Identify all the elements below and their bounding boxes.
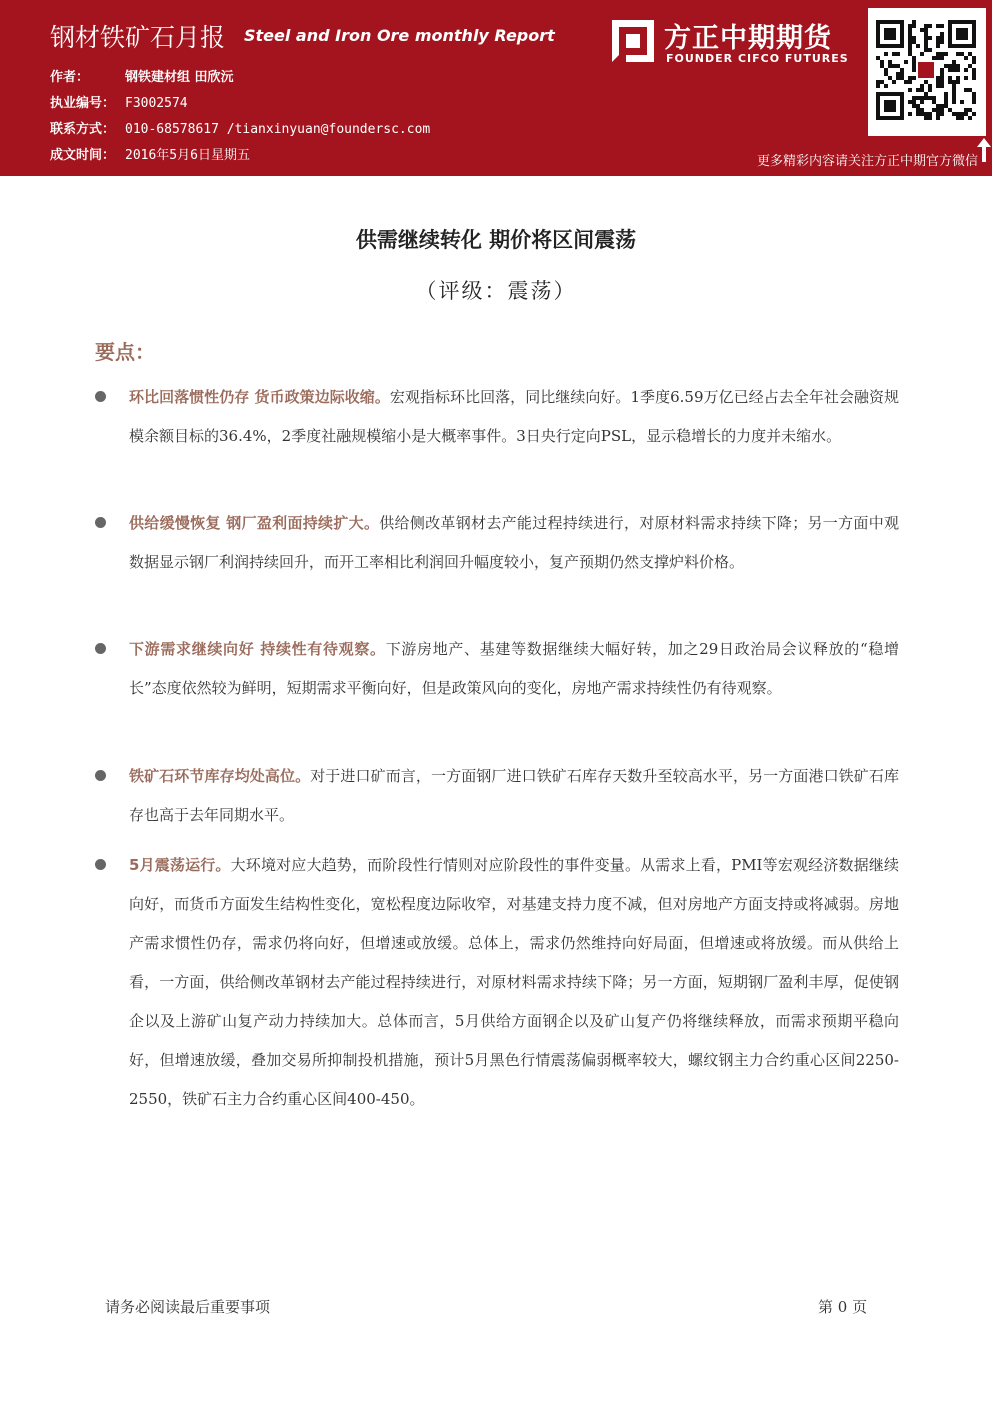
meta-license <box>50 92 188 112</box>
key-point-lead: 下游需求继续向好 持续性有待观察。 <box>129 640 386 658</box>
key-point-body: 对于进口矿而言，一方面钢厂进口铁矿石库存天数升至较高水平，另一方面港口铁矿石库存也高于去年同期水平。 <box>129 767 899 824</box>
bullet-icon <box>95 859 106 870</box>
meta-label: 执业编号： <box>50 96 116 111</box>
key-point-text <box>129 378 899 456</box>
meta-value: 010-68578617 /tianxinyuan@foundersc.com <box>125 122 431 137</box>
key-point-text <box>129 846 899 1119</box>
key-point-text <box>129 630 899 708</box>
bullet-icon <box>95 643 106 654</box>
key-point-body: 大环境对应大趋势，而阶段性行情则对应阶段性的事件变量。从需求上看，PMI等宏观经济数据继续向好，而货币方面发生结构性变化，宽松程度边际收窄，对基建支持力度不减，但对房地产方面支持或将减弱。房地产需求惯性仍存，需求仍将向好，但增速或放缓。总体上，需求仍然维持向好局面，但增速或将放缓。而从供给上看，一方面，供给侧改革钢材去产能过程持续进行，对原材料需求持续下降；另一方面，短期钢厂盈利丰厚，促使钢企以及上游矿山复产动力持续加大。总体而言，5月供给方面钢企以及矿山复产仍将继续释放，而需求预期平稳向好，但增速放缓，叠加交易所抑制投机措施，预计5月黑色行情震荡偏弱概率较大，螺纹钢主力合约重心区间2250-2550，铁矿石主力合约重心区间400-450。 <box>129 856 899 1108</box>
meta-contact <box>50 118 430 138</box>
logo-name-zh: 方正中期期货 <box>664 23 832 54</box>
meta-value: 钢铁建材组 田欣沅 <box>125 70 234 85</box>
report-title-en: Steel and Iron Ore monthly Report <box>244 26 555 45</box>
bullet-icon <box>95 770 106 781</box>
key-point-text <box>129 757 899 835</box>
founder-logo-icon <box>610 18 656 64</box>
key-points-heading: 要点： <box>95 340 155 364</box>
wechat-qr-code-icon <box>868 8 986 136</box>
arrow-up-icon <box>977 138 991 162</box>
key-point-lead: 环比回落惯性仍存 货币政策边际收缩。 <box>129 388 390 406</box>
document-title: 供需继续转化 期价将区间震荡 <box>355 228 637 252</box>
meta-date <box>50 144 250 164</box>
key-point-lead: 铁矿石环节库存均处高位。 <box>129 767 311 785</box>
key-point-lead: 供给缓慢恢复 钢厂盈利面持续扩大。 <box>129 514 380 532</box>
meta-author <box>50 66 234 86</box>
meta-label: 联系方式： <box>50 122 116 137</box>
page-number: 第 0 页 <box>818 1298 868 1316</box>
report-title: 钢材铁矿石月报 <box>50 23 226 52</box>
wechat-follow-note: 更多精彩内容请关注方正中期官方微信 <box>756 154 978 169</box>
header-divider <box>0 172 992 176</box>
meta-value: 2016年5月6日星期五 <box>125 148 250 163</box>
key-point-text <box>129 504 899 582</box>
meta-value: F3002574 <box>125 96 188 111</box>
document-rating: （评级：震荡） <box>415 279 577 303</box>
key-point-body: 供给侧改革钢材去产能过程持续进行，对原材料需求持续下降；另一方面中观数据显示钢厂利润持续回升，而开工率相比利润回升幅度较小，复产预期仍然支撑炉料价格。 <box>129 514 899 571</box>
key-point-lead: 5月震荡运行。 <box>129 856 231 874</box>
key-point-body: 下游房地产、基建等数据继续大幅好转，加之29日政治局会议释放的“稳增长”态度依然较为鲜明，短期需求平衡向好，但是政策风向的变化，房地产需求持续性仍有待观察。 <box>129 640 899 697</box>
meta-label: 作者： <box>50 70 90 85</box>
key-point-body: 宏观指标环比回落，同比继续向好。1季度6.59万亿已经占去全年社会融资规模余额目标的36.4%，2季度社融规模缩小是大概率事件。3日央行定向PSL，显示稳增长的力度并未缩水。 <box>129 388 899 445</box>
logo-name-en: FOUNDER CIFCO FUTURES <box>666 52 849 65</box>
bullet-icon <box>95 391 106 402</box>
footer-notice: 请务必阅读最后重要事项 <box>105 1298 271 1316</box>
bullet-icon <box>95 517 106 528</box>
meta-label: 成文时间： <box>50 148 116 163</box>
company-logo <box>606 12 862 72</box>
report-header <box>0 0 992 172</box>
